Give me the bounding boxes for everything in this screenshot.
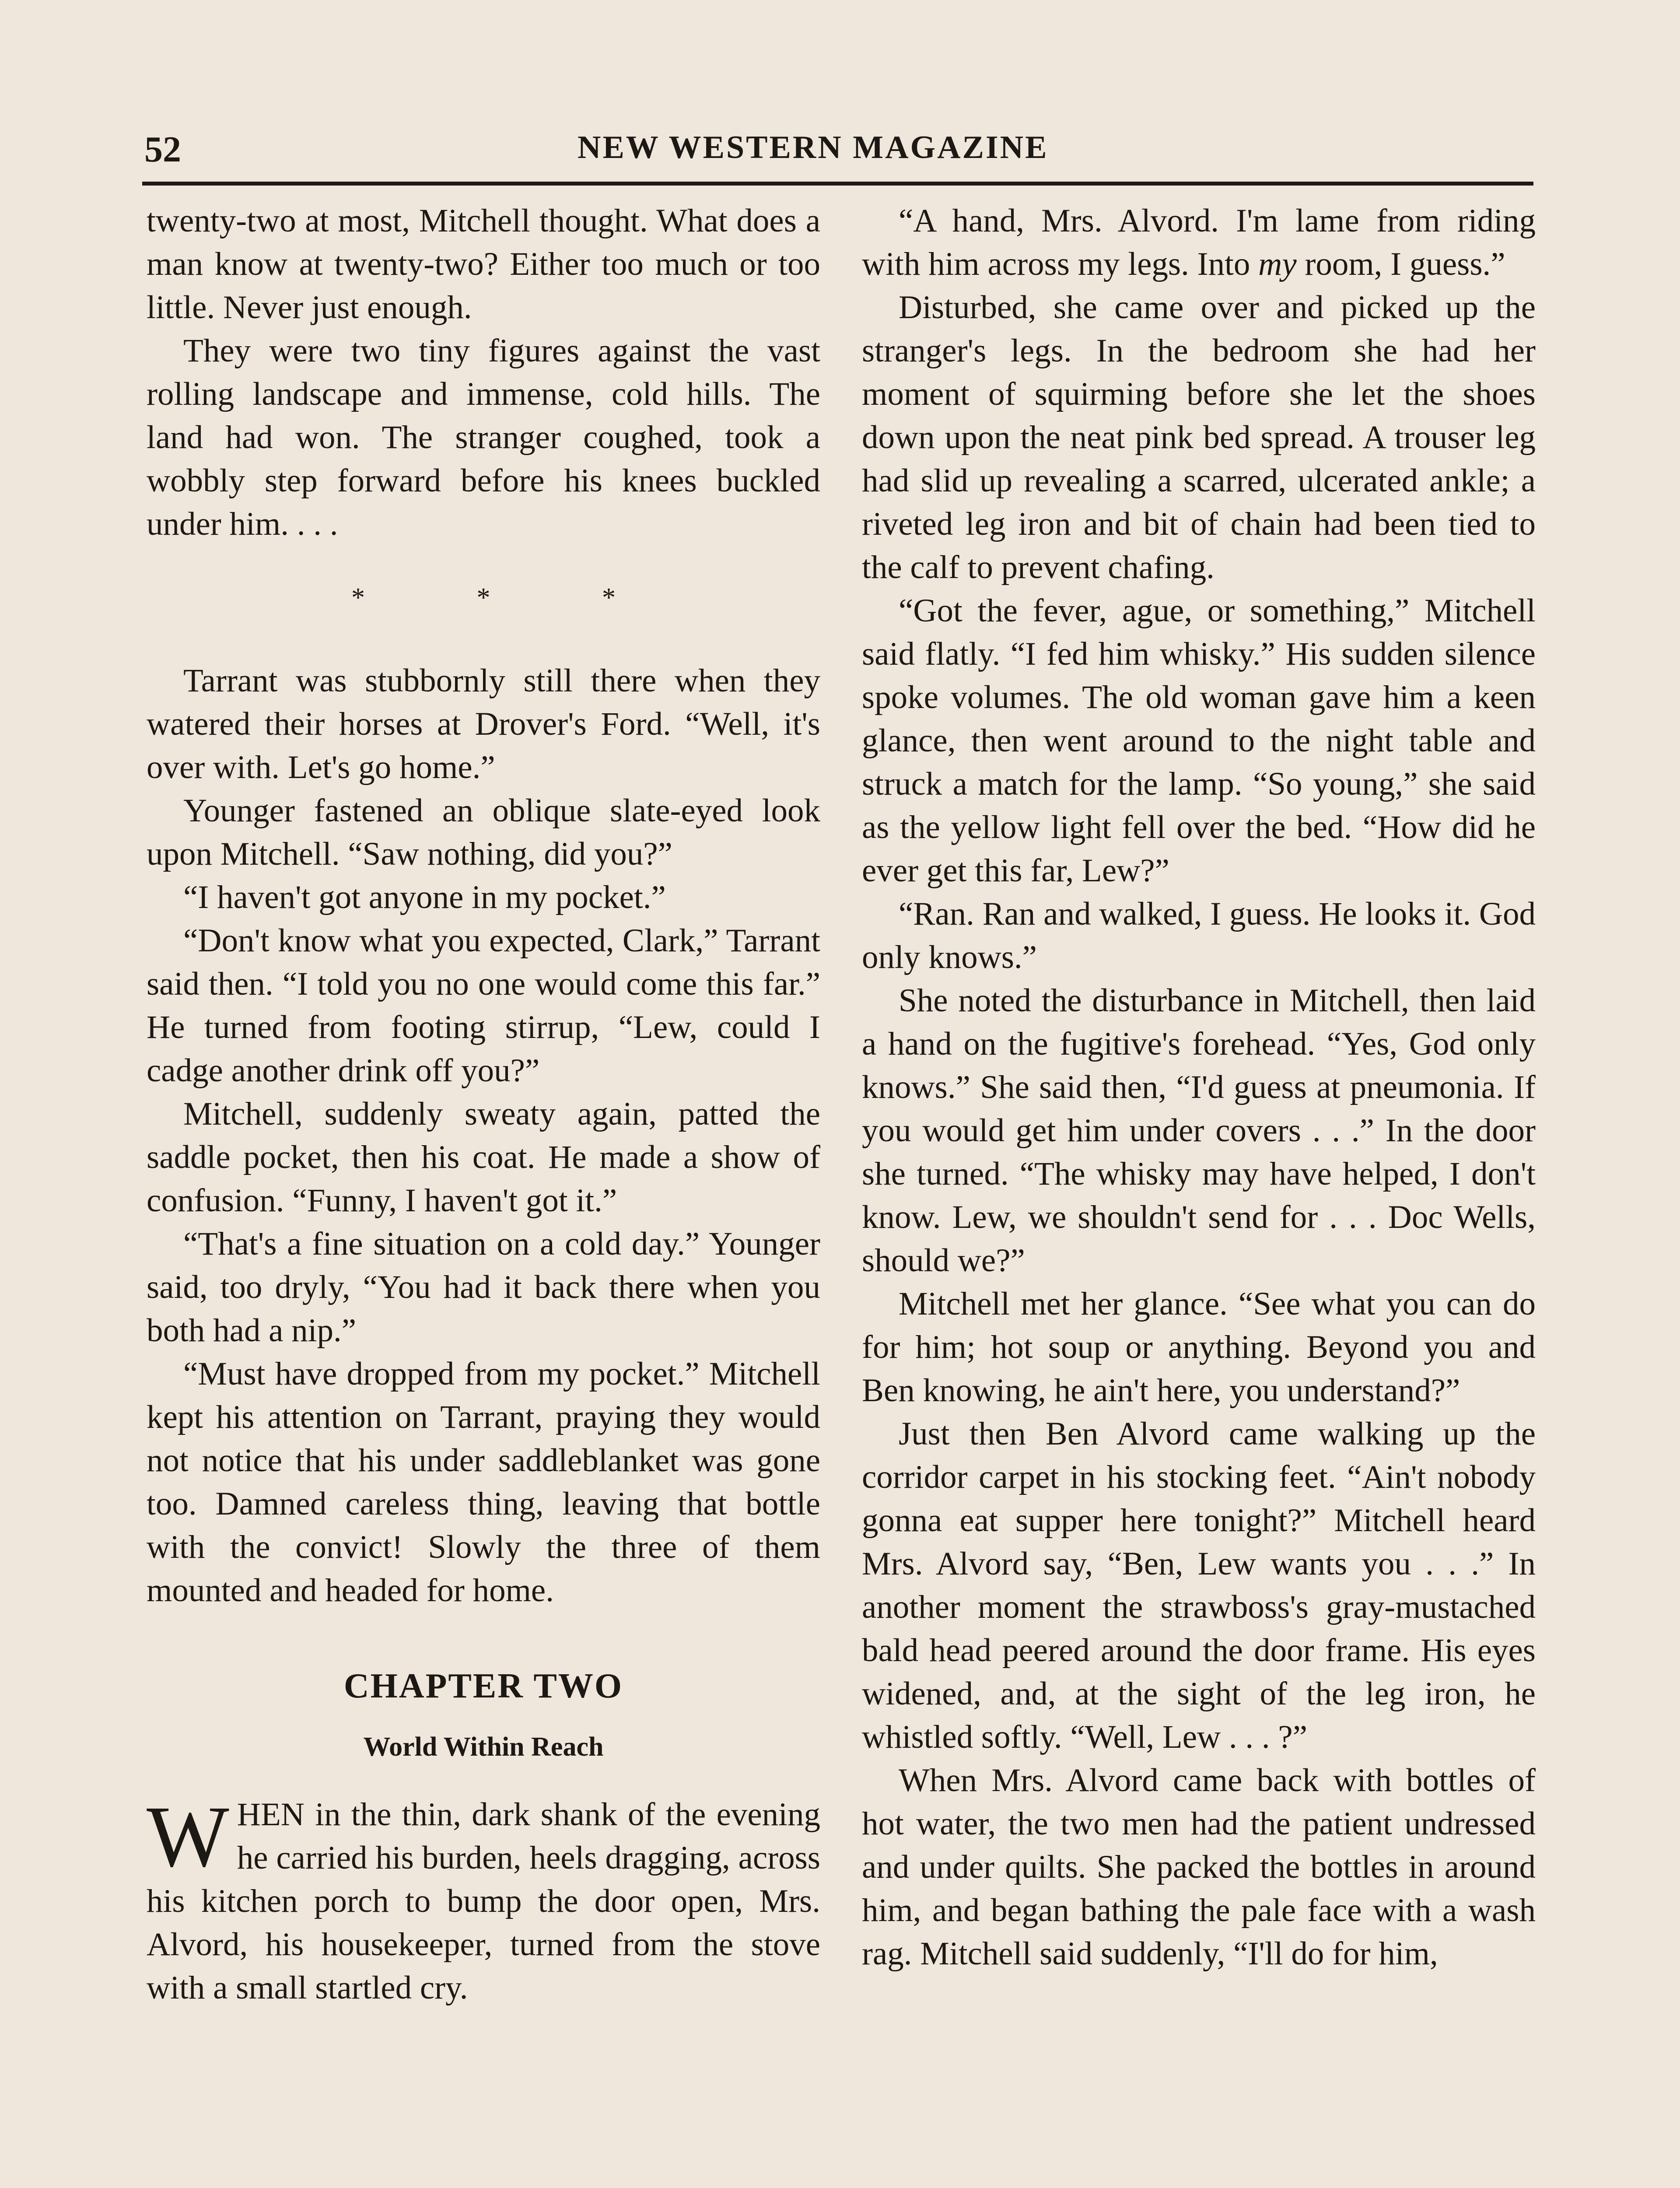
paragraph: They were two tiny figures against the vast rolling landscape and immense, cold hills. The land had won. The stranger coughed, took a wobbly step forward before his knees buckled under him. . . .	[147, 333, 820, 542]
paragraph-text: HEN in the thin, dark shank of the evening he carried his burden, heels dragging, across his kitchen porch to bump the door open, Mrs. Alvord, his housekeeper, turned from the stove with a small startled cry.	[147, 1796, 820, 2006]
paragraph: Mitchell, suddenly sweaty again, patted the saddle pocket, then his coat. He made a show of confusion. “Funny, I haven't got it.”	[147, 1096, 820, 1219]
paragraph: “I haven't got anyone in my pocket.”	[183, 879, 666, 915]
chapter-title: CHAPTER TWO	[343, 1667, 623, 1705]
paragraph: Just then Ben Alvord came walking up the corridor carpet in his stocking feet. “Ain't nobody gonna eat supper here tonight?” Mitchell heard Mrs. Alvord say, “Ben, Lew wants you . . .” In another moment the strawboss's gray-mustached bald head peered around the door frame. His eyes widened, and, at the sight of the leg iron, he whistled softly. “Well, Lew . . . ?”	[862, 1416, 1536, 1755]
chapter-opening-paragraph	[147, 1788, 820, 2009]
paragraph: “Ran. Ran and walked, I guess. He looks it. God only knows.”	[862, 896, 1536, 975]
drop-cap: W	[147, 1788, 229, 1885]
paragraph: twenty-two at most, Mitchell thought. What does a man know at twenty-two? Either too much or too little. Never just enough.	[147, 203, 820, 326]
emphasis-text: my	[1258, 246, 1297, 282]
paragraph: She noted the disturbance in Mitchell, then laid a hand on the fugitive's forehead. “Yes, God only knows.” She said then, “I'd guess at pneumonia. If you would get him under covers . . .” In the door she turned. “The whisky may have helped, I don't know. Lew, we shouldn't send for . . . Doc Wells, should we?”	[862, 982, 1536, 1279]
page-number: 52	[144, 129, 181, 170]
paragraph: Mitchell met her glance. “See what you can do for him; hot soup or anything. Beyond you and Ben knowing, he ain't here, you understand?”	[862, 1286, 1536, 1409]
paragraph-text: “A hand, Mrs. Alvord. I'm lame from riding with him across my legs. Into	[862, 203, 1536, 282]
chapter-subtitle: World Within Reach	[363, 1732, 604, 1762]
paragraph	[862, 199, 1536, 286]
paragraph: “Don't know what you expected, Clark,” Tarrant said then. “I told you no one would come this far.” He turned from footing stirrup, “Lew, could I cadge another drink off you?”	[147, 922, 820, 1089]
paragraph: Tarrant was stubbornly still there when they watered their horses at Drover's Ford. “Well, it's over with. Let's go home.”	[147, 663, 820, 785]
left-column	[147, 199, 820, 2009]
right-column	[862, 199, 1536, 1975]
paragraph: “Got the fever, ague, or something,” Mitchell said flatly. “I fed him whisky.” His sudden silence spoke volumes. The old woman gave him a keen glance, then went around to the night table and struck a match for the lamp. “So young,” she said as the yellow light fell over the bed. “How did he ever get this far, Lew?”	[862, 593, 1536, 889]
paragraph-text: room, I guess.”	[1296, 246, 1505, 282]
magazine-title: NEW WESTERN MAGAZINE	[578, 130, 1049, 165]
paragraph: Disturbed, she came over and picked up the stranger's legs. In the bedroom she had her moment of squirming before she let the shoes down upon the neat pink bed spread. A trouser leg had slid up revealing a scarred, ulcerated ankle; a riveted leg iron and bit of chain had been tied to the calf to prevent chafing.	[862, 289, 1536, 586]
paragraph: “Must have dropped from my pocket.” Mitchell kept his attention on Tarrant, praying they would not notice that his under saddleblanket was gone too. Damned careless thing, leaving that bottle with the convict! Slowly the three of them mounted and headed for home.	[147, 1356, 820, 1609]
section-separator: * * *	[351, 583, 668, 613]
paragraph: When Mrs. Alvord came back with bottles of hot water, the two men had the patient undressed and under quilts. She packed the bottles in around him, and began bathing the pale face with a wash rag. Mitchell said suddenly, “I'll do for him,	[862, 1762, 1536, 1972]
header-rule	[142, 182, 1533, 186]
paragraph: “That's a fine situation on a cold day.” Younger said, too dryly, “You had it back there when you both had a nip.”	[147, 1226, 820, 1349]
paragraph: Younger fastened an oblique slate-eyed look upon Mitchell. “Saw nothing, did you?”	[147, 792, 820, 872]
